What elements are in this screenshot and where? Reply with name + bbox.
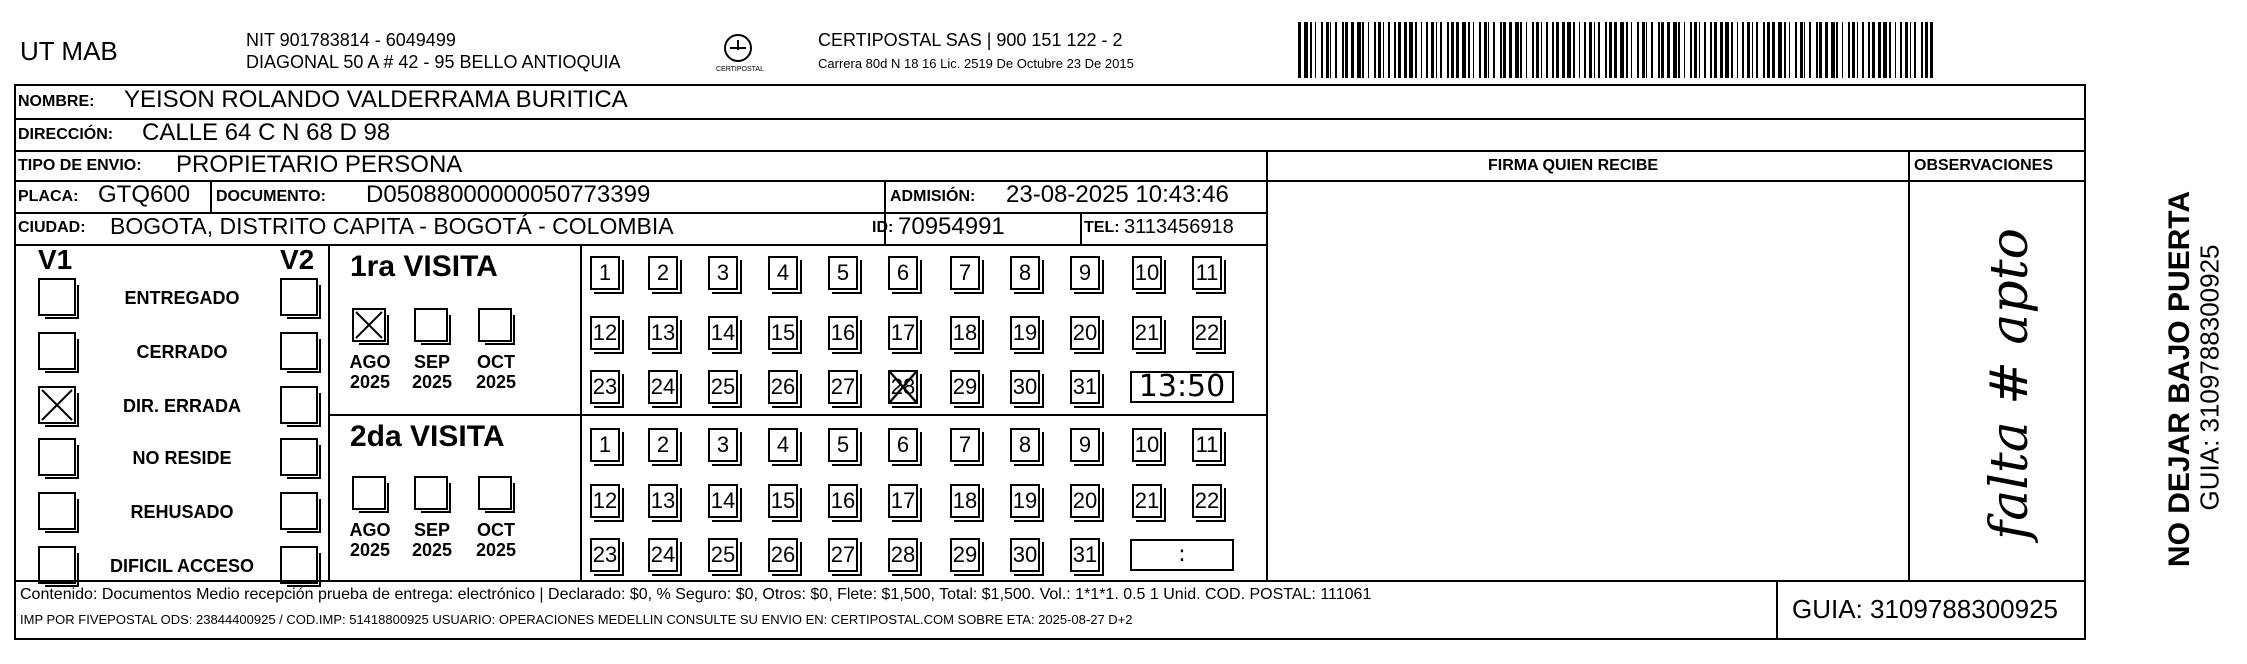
company-name: UT MAB bbox=[20, 36, 118, 66]
first-visit-day[interactable]: 2 bbox=[648, 256, 678, 290]
first-visit-day[interactable]: 30 bbox=[1010, 370, 1040, 404]
first-visit-month-checkbox[interactable] bbox=[414, 308, 448, 342]
first-visit-day[interactable]: 23 bbox=[590, 370, 620, 404]
first-visit-day[interactable]: 4 bbox=[768, 256, 798, 290]
first-visit-day[interactable]: 10 bbox=[1132, 256, 1162, 290]
second-visit-month-checkbox[interactable] bbox=[352, 476, 386, 510]
second-visit-day[interactable]: 16 bbox=[828, 484, 858, 518]
nombre-label: NOMBRE: bbox=[18, 93, 95, 110]
month-year: 2025 bbox=[349, 540, 391, 560]
second-visit-day[interactable]: 7 bbox=[950, 428, 980, 462]
v1-checkbox[interactable] bbox=[38, 546, 76, 584]
second-visit-day[interactable]: 19 bbox=[1010, 484, 1040, 518]
first-visit-month-checkbox[interactable] bbox=[352, 308, 386, 342]
second-visit-day[interactable]: 25 bbox=[708, 538, 738, 572]
v2-checkbox[interactable] bbox=[280, 492, 318, 530]
first-visit-day[interactable]: 26 bbox=[768, 370, 798, 404]
second-visit-day[interactable]: 1 bbox=[590, 428, 620, 462]
first-visit-day[interactable]: 3 bbox=[708, 256, 738, 290]
second-visit-day[interactable]: 28 bbox=[888, 538, 918, 572]
status-label: NO RESIDE bbox=[132, 448, 232, 468]
month-year: 2025 bbox=[475, 372, 517, 392]
status-label: CERRADO bbox=[136, 342, 228, 362]
first-visit-day[interactable]: 1 bbox=[590, 256, 620, 290]
second-visit-day[interactable]: 20 bbox=[1070, 484, 1100, 518]
id-value: 70954991 bbox=[898, 213, 1005, 240]
first-visit-day[interactable]: 17 bbox=[888, 316, 918, 350]
first-visit-day[interactable]: 22 bbox=[1192, 316, 1222, 350]
admision-value: 23-08-2025 10:43:46 bbox=[1006, 181, 1229, 208]
v2-checkbox[interactable] bbox=[280, 546, 318, 584]
second-visit-day[interactable]: 15 bbox=[768, 484, 798, 518]
second-visit-month-label bbox=[402, 520, 462, 560]
first-visit-day[interactable]: 28 bbox=[888, 370, 918, 404]
tipo-value: PROPIETARIO PERSONA bbox=[176, 151, 463, 178]
first-visit-day[interactable]: 6 bbox=[888, 256, 918, 290]
month-name: OCT bbox=[477, 520, 515, 540]
second-visit-time-box[interactable]: : bbox=[1130, 539, 1234, 571]
first-visit-day[interactable]: 21 bbox=[1132, 316, 1162, 350]
second-visit-day[interactable]: 17 bbox=[888, 484, 918, 518]
observaciones-label: OBSERVACIONES bbox=[1914, 157, 2053, 174]
second-visit-month-label bbox=[466, 520, 526, 560]
first-visit-day[interactable]: 29 bbox=[950, 370, 980, 404]
first-visit-day[interactable]: 15 bbox=[768, 316, 798, 350]
month-year: 2025 bbox=[411, 372, 453, 392]
documento-label: DOCUMENTO: bbox=[216, 188, 326, 205]
second-visit-day[interactable]: 6 bbox=[888, 428, 918, 462]
second-visit-day[interactable]: 27 bbox=[828, 538, 858, 572]
second-visit-day[interactable]: 26 bbox=[768, 538, 798, 572]
first-visit-day[interactable]: 19 bbox=[1010, 316, 1040, 350]
v1-checkbox[interactable] bbox=[38, 332, 76, 370]
firma-label: FIRMA QUIEN RECIBE bbox=[1488, 157, 1659, 174]
second-visit-day[interactable]: 21 bbox=[1132, 484, 1162, 518]
direccion-value: CALLE 64 C N 68 D 98 bbox=[142, 119, 391, 146]
first-visit-month-label bbox=[402, 352, 462, 392]
month-name: AGO bbox=[349, 352, 391, 372]
tipo-label: TIPO DE ENVIO: bbox=[18, 157, 142, 174]
first-visit-day[interactable]: 14 bbox=[708, 316, 738, 350]
first-visit-day[interactable]: 25 bbox=[708, 370, 738, 404]
certipostal-logo bbox=[708, 30, 768, 80]
admision-label: ADMISIÓN: bbox=[890, 188, 976, 205]
placa-label: PLACA: bbox=[18, 188, 79, 205]
second-visit-day[interactable]: 23 bbox=[590, 538, 620, 572]
first-visit-day[interactable]: 20 bbox=[1070, 316, 1100, 350]
license-text: Carrera 80d N 18 16 Lic. 2519 De Octubre 23 De 2015 bbox=[818, 56, 1134, 71]
side-guia: GUIA: 3109788300925 bbox=[2194, 244, 2225, 511]
v1-checkbox[interactable] bbox=[38, 438, 76, 476]
second-visit-day[interactable]: 4 bbox=[768, 428, 798, 462]
first-visit-day[interactable]: 11 bbox=[1192, 256, 1222, 290]
first-visit-day[interactable]: 16 bbox=[828, 316, 858, 350]
status-label: DIR. ERRADA bbox=[122, 396, 241, 416]
first-visit-title: 1ra VISITA bbox=[350, 250, 498, 283]
first-visit-day[interactable]: 18 bbox=[950, 316, 980, 350]
no-dejar-text: NO DEJAR BAJO PUERTA bbox=[2163, 190, 2196, 568]
tel-label: TEL: bbox=[1084, 219, 1120, 236]
second-visit-day[interactable]: 8 bbox=[1010, 428, 1040, 462]
second-visit-day[interactable]: 2 bbox=[648, 428, 678, 462]
imp-text: IMP POR FIVEPOSTAL ODS: 23844400925 / COD.IMP: 51418800925 USUARIO: OPERACIONES MEDELLIN CONSULTE SU ENVIO EN: CERTIPOSTAL.COM SOBRE ETA: 2025-08-27 D+2 bbox=[20, 612, 1133, 627]
month-name: OCT bbox=[477, 352, 515, 372]
ciudad-label: CIUDAD: bbox=[18, 219, 86, 236]
month-year: 2025 bbox=[475, 540, 517, 560]
nombre-value: YEISON ROLANDO VALDERRAMA BURITICA bbox=[124, 86, 628, 113]
status-label: REHUSADO bbox=[130, 502, 234, 522]
tel-value: 3113456918 bbox=[1124, 216, 1234, 238]
first-visit-day[interactable]: 9 bbox=[1070, 256, 1100, 290]
direccion-label: DIRECCIÓN: bbox=[18, 126, 114, 143]
month-name: AGO bbox=[349, 520, 391, 540]
second-visit-day[interactable]: 3 bbox=[708, 428, 738, 462]
second-visit-day[interactable]: 12 bbox=[590, 484, 620, 518]
v2-label: V2 bbox=[280, 244, 315, 275]
second-visit-day[interactable]: 29 bbox=[950, 538, 980, 572]
v1-label: V1 bbox=[38, 244, 73, 275]
first-visit-day[interactable]: 31 bbox=[1070, 370, 1100, 404]
first-visit-day[interactable]: 12 bbox=[590, 316, 620, 350]
second-visit-day[interactable]: 18 bbox=[950, 484, 980, 518]
status-label: ENTREGADO bbox=[124, 288, 240, 308]
carrier-text: CERTIPOSTAL SAS | 900 151 122 - 2 bbox=[818, 30, 1123, 50]
logo-text: CERTIPOSTAL bbox=[716, 66, 764, 73]
first-visit-month-checkbox[interactable] bbox=[478, 308, 512, 342]
documento-value: D05088000000050773399 bbox=[366, 181, 651, 208]
month-year: 2025 bbox=[411, 540, 453, 560]
v1-checkbox[interactable] bbox=[38, 278, 76, 316]
first-visit-time-box[interactable]: 13:50 bbox=[1130, 371, 1234, 403]
month-name: SEP bbox=[413, 520, 451, 540]
first-visit-day[interactable]: 5 bbox=[828, 256, 858, 290]
v2-checkbox[interactable] bbox=[280, 332, 318, 370]
second-visit-day[interactable]: 24 bbox=[648, 538, 678, 572]
first-visit-day[interactable]: 7 bbox=[950, 256, 980, 290]
contenido-text: Contenido: Documentos Medio recepción prueba de entrega: electrónico | Declarado: $0, % Seguro: $0, Otros: $0, Flete: $1,500, Total: $1,500. Vol.: 1*1*1. 0.5 1 Unid. COD. POSTAL: 111061 bbox=[20, 586, 1372, 603]
second-visit-day[interactable]: 13 bbox=[648, 484, 678, 518]
v1-checkbox[interactable] bbox=[38, 492, 76, 530]
second-visit-day[interactable]: 5 bbox=[828, 428, 858, 462]
second-visit-day[interactable]: 14 bbox=[708, 484, 738, 518]
v2-checkbox[interactable] bbox=[280, 278, 318, 316]
nit-text: NIT 901783814 - 6049499 bbox=[246, 30, 456, 50]
second-visit-title: 2da VISITA bbox=[350, 420, 505, 453]
second-visit-month-label bbox=[340, 520, 400, 560]
ciudad-value: BOGOTA, DISTRITO CAPITA - BOGOTÁ - COLOMBIA bbox=[110, 213, 674, 239]
v2-checkbox[interactable] bbox=[280, 386, 318, 424]
id-label: ID: bbox=[872, 219, 894, 236]
first-visit-day[interactable]: 24 bbox=[648, 370, 678, 404]
barcode bbox=[1298, 22, 1936, 78]
footer-guia: GUIA: 3109788300925 bbox=[1792, 594, 2058, 624]
second-visit-day[interactable]: 9 bbox=[1070, 428, 1100, 462]
second-visit-day[interactable]: 11 bbox=[1192, 428, 1222, 462]
second-visit-day[interactable]: 31 bbox=[1070, 538, 1100, 572]
second-visit-day[interactable]: 30 bbox=[1010, 538, 1040, 572]
first-visit-day[interactable]: 13 bbox=[648, 316, 678, 350]
placa-value: GTQ600 bbox=[98, 181, 191, 208]
month-name: SEP bbox=[413, 352, 451, 372]
second-visit-month-checkbox[interactable] bbox=[478, 476, 512, 510]
first-visit-day[interactable]: 8 bbox=[1010, 256, 1040, 290]
status-label: DIFICIL ACCESO bbox=[109, 556, 254, 576]
observaciones-handwritten: falta # apto bbox=[1980, 228, 2040, 540]
v2-checkbox[interactable] bbox=[280, 438, 318, 476]
first-visit-month-label bbox=[466, 352, 526, 392]
second-visit-month-checkbox[interactable] bbox=[414, 476, 448, 510]
first-visit-month-label bbox=[340, 352, 400, 392]
v1-checkbox[interactable] bbox=[38, 386, 76, 424]
second-visit-day[interactable]: 10 bbox=[1132, 428, 1162, 462]
month-year: 2025 bbox=[349, 372, 391, 392]
address-text: DIAGONAL 50 A # 42 - 95 BELLO ANTIOQUIA bbox=[246, 52, 621, 72]
second-visit-day[interactable]: 22 bbox=[1192, 484, 1222, 518]
first-visit-day[interactable]: 27 bbox=[828, 370, 858, 404]
